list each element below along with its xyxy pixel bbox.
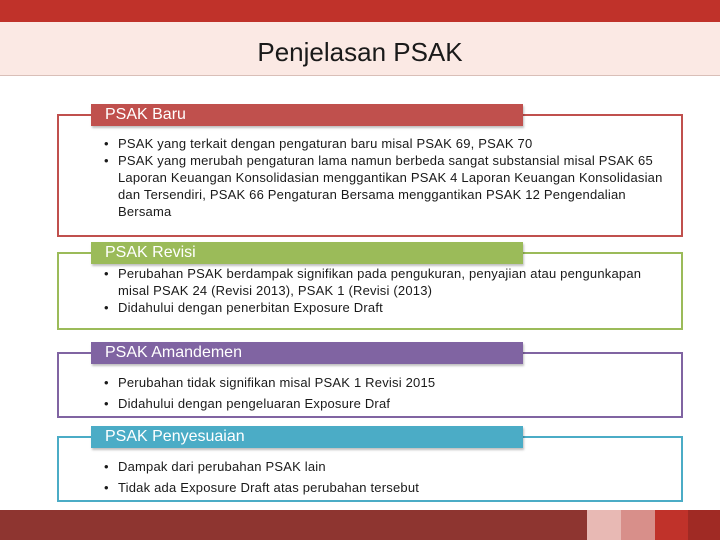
section-psak-penyesuaian-header: PSAK Penyesuaian <box>91 426 523 448</box>
footer-square-1 <box>587 510 621 540</box>
list-item: • Dampak dari perubahan PSAK lain <box>104 456 674 477</box>
title-area <box>0 22 720 76</box>
section-psak-revisi-bullets <box>104 265 674 316</box>
footer-bar <box>0 510 587 540</box>
list-item: • Perubahan PSAK berdampak signifikan pada pengukuran, penyajian atau pengunkapan misal PSAK 24 (Revisi 2013), PSAK 1 (Revisi (2013) <box>104 265 674 299</box>
section-psak-amandemen-bullets <box>104 372 674 414</box>
section-psak-amandemen-header: PSAK Amandemen <box>91 342 523 364</box>
section-psak-revisi-header: PSAK Revisi <box>91 242 523 264</box>
list-item: • Didahului dengan penerbitan Exposure Draft <box>104 299 674 316</box>
list-item: • PSAK yang terkait dengan pengaturan baru misal PSAK 69, PSAK 70 <box>104 135 674 152</box>
footer-square-3 <box>655 510 688 540</box>
slide-title: Penjelasan PSAK <box>257 37 463 67</box>
list-item: • PSAK yang merubah pengaturan lama namun berbeda sangat substansial misal PSAK 65 Laporan Keuangan Konsolidasian menggantikan PSAK 4 Laporan Keuangan Konsolidasian dan Tersendiri, PSAK 66 Pengaturan Bersama menggantikan PSAK 12 Pengendalian Bersama <box>104 152 674 220</box>
list-item: • Perubahan tidak signifikan misal PSAK 1 Revisi 2015 <box>104 372 674 393</box>
section-psak-baru-bullets <box>104 135 674 220</box>
footer-square-4 <box>688 510 720 540</box>
footer-square-2 <box>621 510 655 540</box>
list-item: • Tidak ada Exposure Draft atas perubahan tersebut <box>104 477 674 498</box>
list-item: • Didahului dengan pengeluaran Exposure Draf <box>104 393 674 414</box>
section-psak-penyesuaian-bullets <box>104 456 674 498</box>
section-psak-baru-header: PSAK Baru <box>91 104 523 126</box>
top-accent-bar <box>0 0 720 22</box>
